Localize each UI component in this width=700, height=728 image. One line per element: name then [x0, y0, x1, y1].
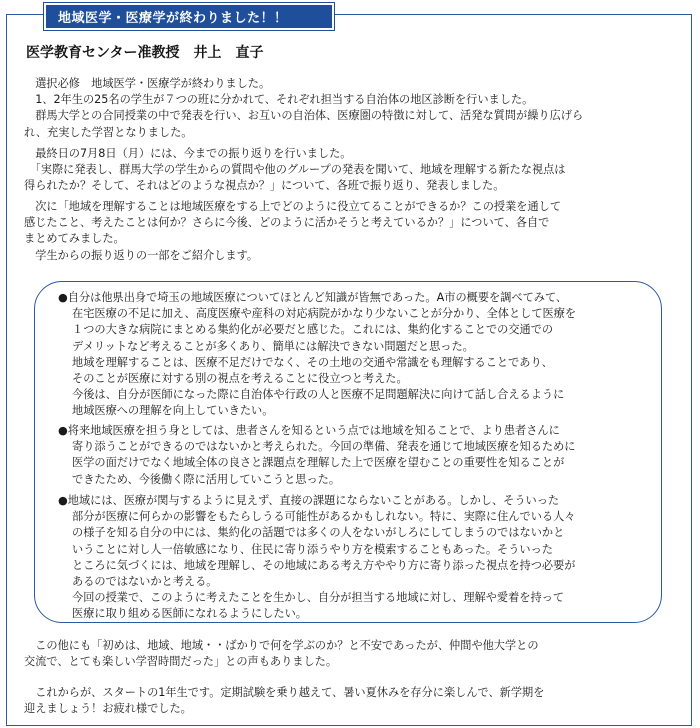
text-line: ところに気づくには、地域を理解し、その地域にある考え方ややり方に寄り添った視点を持つ必要が [72, 558, 576, 572]
text-line: できたため、今後働く際に活用していこうと思った。 [72, 472, 341, 486]
text-line: 1、2年生の25名の学生が７つの班に分かれて、それぞれ担当する自治体の地区診断を行いました。 [24, 93, 534, 107]
reflection-item [58, 493, 648, 623]
text-line: いうことに対し人一倍敏感になり、住民に寄り添うやり方を模索することもあった。そういった [72, 542, 553, 556]
text-line: 得られたか？そして、それはどのような視点か？」について、各班で振り返り、発表しました。 [24, 179, 505, 193]
text-line: 迎えましょう！お疲れ様でした。 [24, 702, 192, 716]
text-line: そのことが医療に対する別の視点を考えることに役立つと考えた。 [72, 372, 408, 386]
text-line: 地域を理解することは、医療不足だけでなく、その土地の交通や常識をも理解することであり、 [72, 355, 553, 369]
intro-paragraph [24, 76, 674, 141]
author-line: 医学教育センター准教授 井上 直子 [26, 45, 264, 61]
text-line: 群馬大学との合同授業の中で発表を行い、お互いの自治体、医療圏の特徴に対して、活発な質問が繰り広げら [24, 109, 584, 123]
text-line: ●自分は他県出身で埼玉の地域医療についてほとんど知識が皆無であった。A市の概要を調べてみて、 [58, 291, 568, 304]
text-line: まとめてみました。 [24, 232, 125, 246]
text-line: これからが、スタートの1年生です。定期試験を乗り越えて、暑い夏休みを存分に楽しんで、新学期を [24, 686, 545, 699]
text-line: 今回の授業で、このように考えたことを生かし、自分が担当する地域に対し、理解や愛着を持って [72, 591, 565, 605]
text-line: １つの大きな病院にまとめる集約化が必要だと感じた。これには、集約化することでの交通での [72, 323, 554, 337]
text-line: ●地域には、医療が関与するように見えず、直接の課題にならないことがある。しかし、そういった [58, 494, 560, 507]
text-line: れ、充実した学習となりました。 [24, 125, 193, 139]
text-line: この他にも「初めは、地域、地域・・ばかりで何を学ぶのか？と不安であったが、仲間や他大学との [24, 639, 539, 652]
text-line: 今後は、自分が医師になった際に自治体や行政の人と医療不足問題解決に向けて話し合えるように [72, 388, 565, 402]
reflection-item [58, 423, 648, 488]
reflection-item [58, 290, 648, 420]
text-line: の様子を知る自分の中には、集約化の話題では多くの人をないがしろにしてしまうのではないかと [72, 526, 565, 540]
text-line: 学生からの振り返りの一部をご紹介します。 [24, 248, 259, 262]
review-paragraph [24, 146, 674, 195]
text-line: 部分が医療に何らかの影響をもたらしうる可能性があるかもしれない。特に、実際に住んでいる人々 [72, 510, 576, 524]
text-line: 感じたこと、考えたことは何か？さらに今後、どのように活かそうと考えているか？」について、各自で [24, 216, 550, 230]
text-line: デメリットなど考えることが多くあり、簡単には解決できない問題だと思った。 [72, 339, 474, 353]
text-line: 地域医療への理解を向上していきたい。 [72, 404, 274, 418]
article-title-banner: 地域医学・医療学が終わりました！！ [44, 3, 334, 30]
text-line: 次に「地域を理解することは地域医療をする上でどのように役立てることができるか？この授業を通して [24, 200, 562, 213]
closing-paragraph-1 [24, 638, 674, 670]
text-line: 寄り添うことができるのではないかと考えられた。今回の準備、発表を通じて地域医療を知るために [72, 440, 576, 454]
text-line: ●将来地域医療を担う身としては、患者さんを知るという点では地域を知ることで、より患者さんに [58, 424, 560, 437]
question-paragraph [24, 199, 674, 264]
text-line: 最終日の7月8日（月）には、今までの振り返りを行いました。 [24, 147, 352, 160]
text-line: 在宅医療の不足に加え、高度医療や産科の対応病院がかなり少ないことが分かり、全体として医療を [72, 307, 577, 321]
closing-paragraph-2 [24, 685, 674, 717]
text-line: 選択必修 地域医学・医療学が終わりました。 [24, 77, 271, 90]
text-line: あるのではないかと考える。 [72, 575, 218, 589]
text-line: 交流で、とても楽しい学習時間だった」との声もありました。 [24, 655, 338, 669]
text-line: 「実際に発表し、群馬大学の学生からの質問や他のグループの発表を聞いて、地域を理解する新たな視点は [24, 163, 566, 177]
text-line: 医療に取り組める医師になれるようにしたい。 [72, 607, 307, 621]
text-line: 医学の面だけでなく地域全体の良さと課題点を理解した上で医療を望むことの重要性を知ることが [72, 456, 565, 470]
